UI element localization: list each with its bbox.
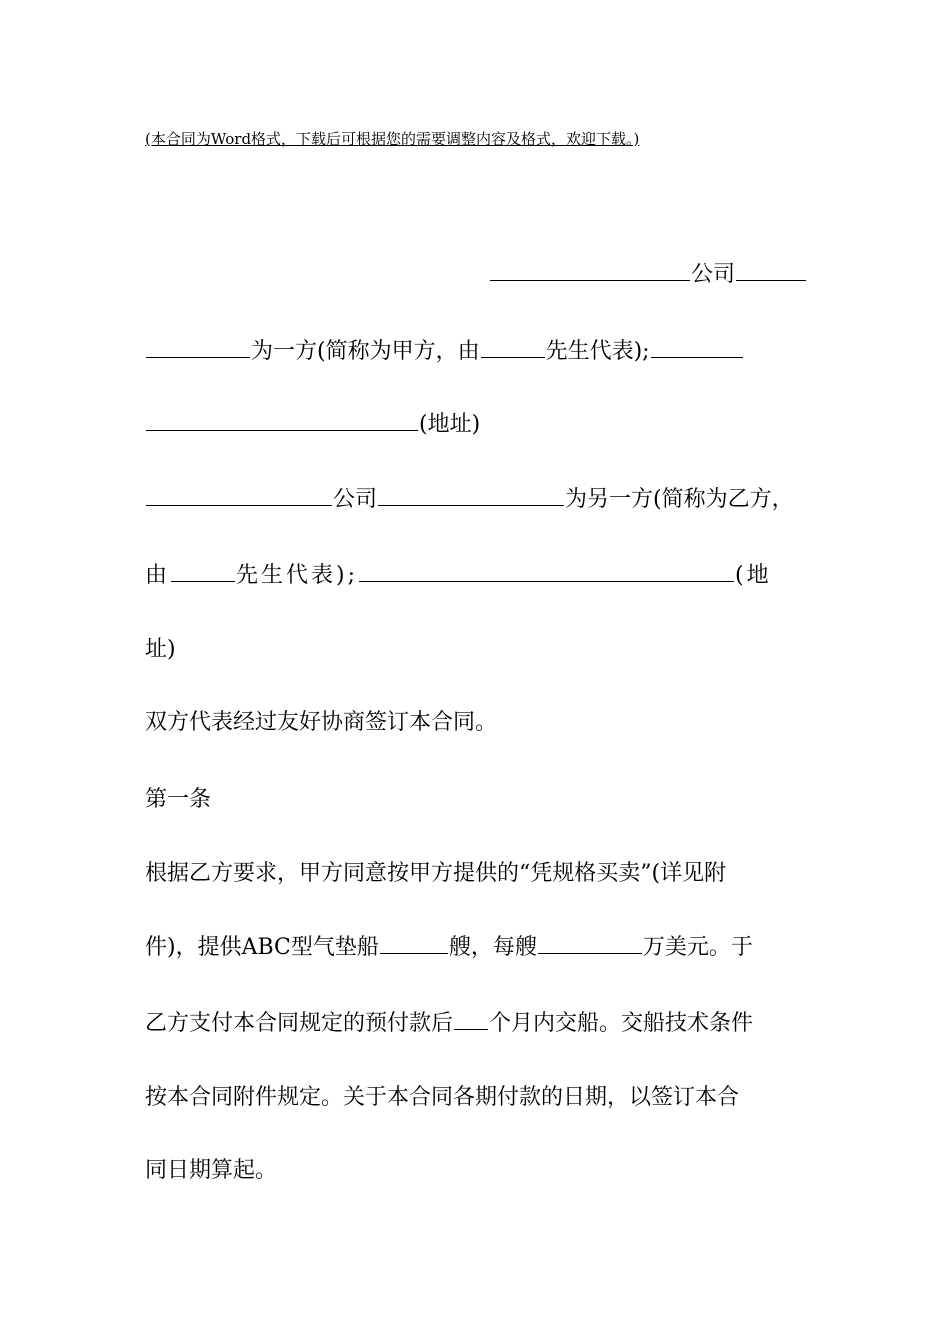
- party-b-company-line: [145, 485, 810, 515]
- blank-party-a-cont: [146, 337, 250, 358]
- blank-party-b-suffix: [378, 485, 564, 506]
- party-b-you-label: 由: [145, 563, 171, 588]
- article-one-line-4: 按本合同附件规定。关于本合同各期付款的日期，以签订本合: [145, 1085, 740, 1110]
- party-a-company-line: [145, 260, 807, 290]
- party-b-address-end: 址): [145, 637, 176, 662]
- party-a-desc: 为一方(简称为甲方，由: [251, 339, 480, 364]
- blank-party-a-suffix: [736, 260, 806, 281]
- party-a-address-line: [145, 410, 810, 440]
- blank-ship-count: [380, 933, 448, 954]
- party-b-company-label: 公司: [333, 487, 378, 512]
- article-one-line-2: [145, 933, 810, 963]
- party-a-company-label: 公司: [690, 262, 735, 287]
- article-one-line-2c: 万美元。于: [642, 935, 753, 960]
- article-one-line-3: [145, 1009, 810, 1039]
- blank-party-b-name: [146, 485, 332, 506]
- article-one-line-1: 根据乙方要求，甲方同意按甲方提供的“凭规格买卖”(详见附: [145, 861, 727, 886]
- blank-ship-price: [538, 933, 642, 954]
- article-one-line-5: 同日期算起。: [145, 1158, 278, 1183]
- format-notice: (本合同为Word格式，下载后可根据您的需要调整内容及格式，欢迎下载。): [145, 130, 640, 148]
- party-b-desc: 为另一方(简称为乙方，: [565, 487, 794, 512]
- blank-party-a-address: [651, 337, 743, 358]
- agreement-statement: 双方代表经过友好协商签订本合同。: [145, 710, 498, 735]
- article-one-line-2b: 艘，每艘: [448, 935, 537, 960]
- article-one-line-3b: 个月内交船。交船技术条件: [489, 1011, 754, 1036]
- blank-party-a-address-cont: [146, 410, 418, 431]
- blank-party-a-rep: [481, 337, 545, 358]
- party-b-rep-label: 先生代表);: [236, 563, 359, 588]
- party-a-address-label: (地址): [419, 412, 481, 437]
- blank-party-b-rep: [171, 561, 235, 582]
- blank-months: [454, 1009, 488, 1030]
- party-a-line: [145, 337, 810, 367]
- party-b-rep-line: [145, 561, 810, 591]
- blank-party-b-address: [359, 561, 734, 582]
- article-one-line-2a: 件)，提供ABC型气垫船: [145, 935, 379, 960]
- party-a-rep-label: 先生代表);: [545, 339, 650, 364]
- article-one-heading: 第一条: [145, 787, 212, 812]
- article-one-line-3a: 乙方支付本合同规定的预付款后: [145, 1011, 454, 1036]
- party-b-address-label: (地: [735, 563, 772, 588]
- blank-party-a-name: [490, 260, 690, 281]
